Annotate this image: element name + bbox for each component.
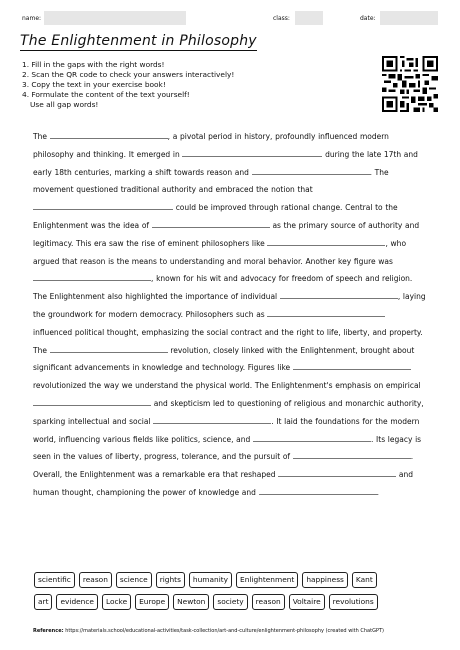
word-chip[interactable]: Newton (173, 594, 209, 610)
word-chip[interactable]: rights (156, 572, 185, 588)
word-chip[interactable]: art (34, 594, 52, 610)
word-chip[interactable]: scientific (34, 572, 75, 588)
gap-text: The , a pivotal period in history, profoundly influenced modern philosophy and thinking. It emerged in during the late 17th and early 18th centuries, marking a shift towards reason and . The movement questioned traditional authority and embraced the notion that could be improved through rational change. Central to the Enlightenment was the idea of as the primary source of authority and legitimacy. This era saw the rise of eminent philosophers like , who argued that reason is the means to understanding and moral behavior. Another key figure was , known for his wit and advocacy for freedom of speech and religion. The Enlightenment also highlighted the importance of individual , laying the groundwork for modern democracy. Philosophers such as influenced political thought, emphasizing the social contract and the right to life, liberty, and property. The revolution, closely linked with the Enlightenment, brought about significant advancements in knowledge and technology. Figures like revolutionized the way we understand the physical world. The Enlightenment's emphasis on empirical and skepticism led to questioning of religious and monarchic authority, sparking intellectual and social . It laid the foundations for the modern world, influencing various fields like politics, science, and . Its legacy is seen in the values of liberty, progress, tolerance, and the pursuit of . Overall, the Enlightenment was a remarkable era that reshaped and human thought, championing the power of knowledge and . (33, 128, 427, 502)
word-chip[interactable]: revolutions (329, 594, 378, 610)
gap-blank[interactable] (267, 236, 385, 246)
word-chip[interactable]: evidence (56, 594, 98, 610)
word-chip[interactable]: Kant (352, 572, 377, 588)
gap-blank[interactable] (280, 289, 398, 299)
gap-blank[interactable] (153, 414, 271, 424)
word-chip[interactable]: reason (252, 594, 285, 610)
word-chip[interactable]: reason (79, 572, 112, 588)
reference-label: Reference: (33, 628, 64, 634)
page-title: The Enlightenment in Philosophy (20, 33, 257, 49)
name-label: name: (22, 15, 42, 22)
instruction-item: 2. Scan the QR code to check your answers interactively! (22, 70, 235, 79)
word-chip[interactable]: happiness (302, 572, 348, 588)
gap-blank[interactable] (253, 432, 371, 442)
date-label: date: (360, 15, 376, 22)
gap-blank[interactable] (267, 307, 385, 317)
gap-blank[interactable] (33, 271, 151, 281)
gap-blank[interactable] (293, 360, 411, 370)
class-label: class: (273, 15, 290, 22)
class-field[interactable] (295, 11, 323, 25)
instruction-item: 1. Fill in the gaps with the right words! (22, 60, 165, 69)
instructions-list (22, 60, 234, 110)
gap-blank[interactable] (182, 147, 322, 157)
gap-blank[interactable] (278, 467, 396, 477)
word-chip[interactable]: science (116, 572, 152, 588)
gap-blank[interactable] (293, 449, 411, 459)
gap-blank[interactable] (259, 485, 377, 495)
reference-link[interactable]: https://materials.school/educational-activities/task-collection/art-and-culture/enlightenment-philosophy (created with ChatGPT) (65, 628, 384, 634)
gap-blank[interactable] (33, 200, 173, 210)
name-field[interactable] (44, 11, 186, 25)
qr-code-icon[interactable] (382, 56, 438, 112)
word-bank (34, 572, 430, 616)
word-chip[interactable]: Enlightenment (236, 572, 298, 588)
instruction-item: Use all gap words! (30, 100, 99, 109)
word-chip[interactable]: society (213, 594, 247, 610)
gap-blank[interactable] (152, 218, 270, 228)
word-bank-row (34, 572, 430, 588)
gap-blank[interactable] (50, 343, 168, 353)
instruction-item: 4. Formulate the content of the text yourself! (22, 90, 190, 99)
word-chip[interactable]: Europe (135, 594, 169, 610)
reference-line (33, 628, 384, 634)
word-bank-row (34, 594, 430, 610)
word-chip[interactable]: Voltaire (289, 594, 325, 610)
instruction-item: 3. Copy the text in your exercise book! (22, 80, 166, 89)
header-bar (0, 10, 460, 26)
gap-blank[interactable] (33, 396, 151, 406)
word-chip[interactable]: Locke (102, 594, 131, 610)
date-field[interactable] (380, 11, 438, 25)
word-chip[interactable]: humanity (189, 572, 232, 588)
gap-blank[interactable] (252, 165, 370, 175)
gap-blank[interactable] (50, 129, 168, 139)
